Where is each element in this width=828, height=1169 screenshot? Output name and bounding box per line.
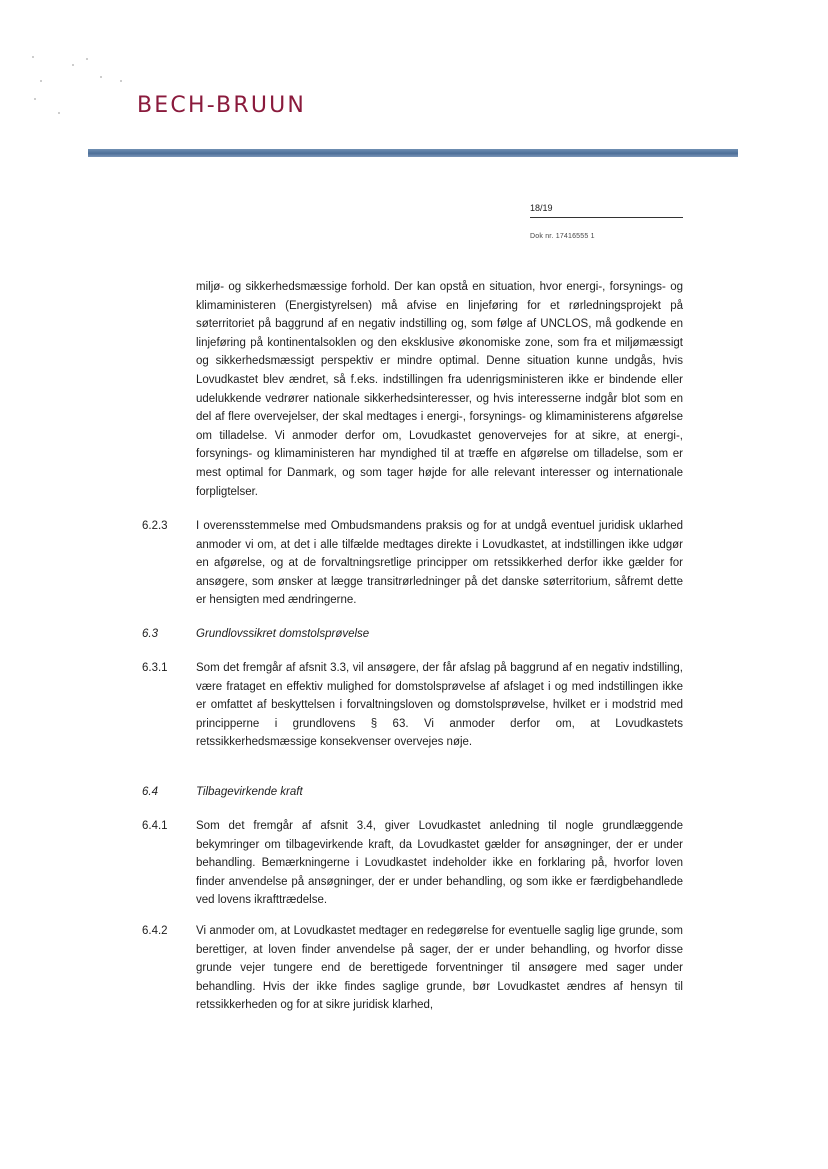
page-number: 18/19 [530, 203, 553, 213]
page-number-rule [530, 217, 683, 218]
section-6-2-3 [142, 517, 683, 610]
company-logo: BECH-BRUUN [137, 93, 307, 118]
intro-paragraph: miljø- og sikkerhedsmæssige forhold. Der kan opstå en situation, hvor energi-, forsynings- og klimaministeren (Energistyrelsen) må afvise en linjeføring for et rørledningsprojekt på søterritoriet på baggrund af en negativ indstilling og, som følge af UNCLOS, må godkende en linjeføring på kontinentalsoklen og den eksklusive økonomiske zone, som fra et miljømæssigt og sikkerhedsmæssigt perspektiv er mindre optimal. Denne situation kunne undgås, hvis Lovudkastet blev ændret, så f.eks. indstillingen fra udenrigsministeren ikke er bindende eller udelukkende vedrører nationale sikkerhedsinteresser, og hvis interesserne indgår blot som en del af flere overvejelser, der skal medtages i energi-, forsynings- og klimaministerens afgørelse om tilladelse. Vi anmoder derfor om, Lovudkastet genovervejes for at sikre, at energi-, forsynings- og klimaministeren har myndighed til at træffe en afgørelse om tilladelse, som er mest optimal for Danmark, og som tager højde for alle relevant interesser og internationale forpligtelser. [196, 281, 683, 498]
section-6-4-2 [142, 922, 683, 1015]
section-6-4-1 [142, 817, 683, 910]
section-text: Som det fremgår af afsnit 3.4, giver Lovudkastet anledning til nogle grundlæggende bekymringer om tilbagevirkende kraft, da Lovudkastet gælder for ansøgninger, der er under behandling. Bemærkningerne i Lovudkastet indeholder ikke en forklaring på, hvorfor loven finder anvendelse på ansøgninger, der er under behandling, og som ikke er færdigbehandlede ved lovens ikrafttrædelse. [196, 820, 683, 907]
header-rule-bar [88, 149, 738, 157]
section-6-3-1 [142, 659, 683, 752]
section-heading-6-3 [142, 625, 683, 644]
section-number: 6.3.1 [142, 662, 168, 674]
scan-specks [28, 50, 128, 120]
section-text: Som det fremgår af afsnit 3.3, vil ansøgere, der får afslag på baggrund af en negativ indstilling, være frataget en effektiv mulighed for domstolsprøvelse af afslaget i og med indstillingen ikke er omfattet af beskyttelsen i forvaltningsloven og domstolsprøvelse, hvilket er i modstrid med principperne i grundlovens § 63. Vi anmoder derfor om, at Lovudkastets retssikkerhedsmæssige konsekvenser overvejes nøje. [196, 662, 683, 749]
section-heading-text: Tilbagevirkende kraft [196, 786, 303, 798]
section-text: I overensstemmelse med Ombudsmandens praksis og for at undgå eventuel juridisk uklarhed anmoder vi om, at det i alle tilfælde medtages direkte i Lovudkastet, at indstillingen ikke udgør en afgørelse, og at de forvaltningsretlige principper om retssikkerhed derfor ikke gælder for ansøgere, som ønsker at lægge transitrørledninger på det danske søterritorium, såfremt dette er hensigten med ændringerne. [196, 520, 683, 607]
section-heading-6-4 [142, 783, 683, 802]
section-number: 6.2.3 [142, 520, 168, 532]
document-number: Dok nr. 17416555 1 [530, 233, 595, 240]
section-number: 6.3 [142, 628, 158, 640]
section-number: 6.4.2 [142, 925, 168, 937]
section-number: 6.4.1 [142, 820, 168, 832]
section-text: Vi anmoder om, at Lovudkastet medtager en redegørelse for eventuelle saglig lige grunde, som berettiger, at loven finder anvendelse på sager, der er under behandling, og hvorfor disse grunde vejer tungere end de berettigede forventninger til ansøgere med sager under behandling. Hvis der ikke findes saglige grunde, bør Lovudkastet ændres af hensyn til retssikkerheden og for at sikre juridisk klarhed, [196, 925, 683, 1012]
section-heading-text: Grundlovssikret domstolsprøvelse [196, 628, 370, 640]
section-number: 6.4 [142, 786, 158, 798]
